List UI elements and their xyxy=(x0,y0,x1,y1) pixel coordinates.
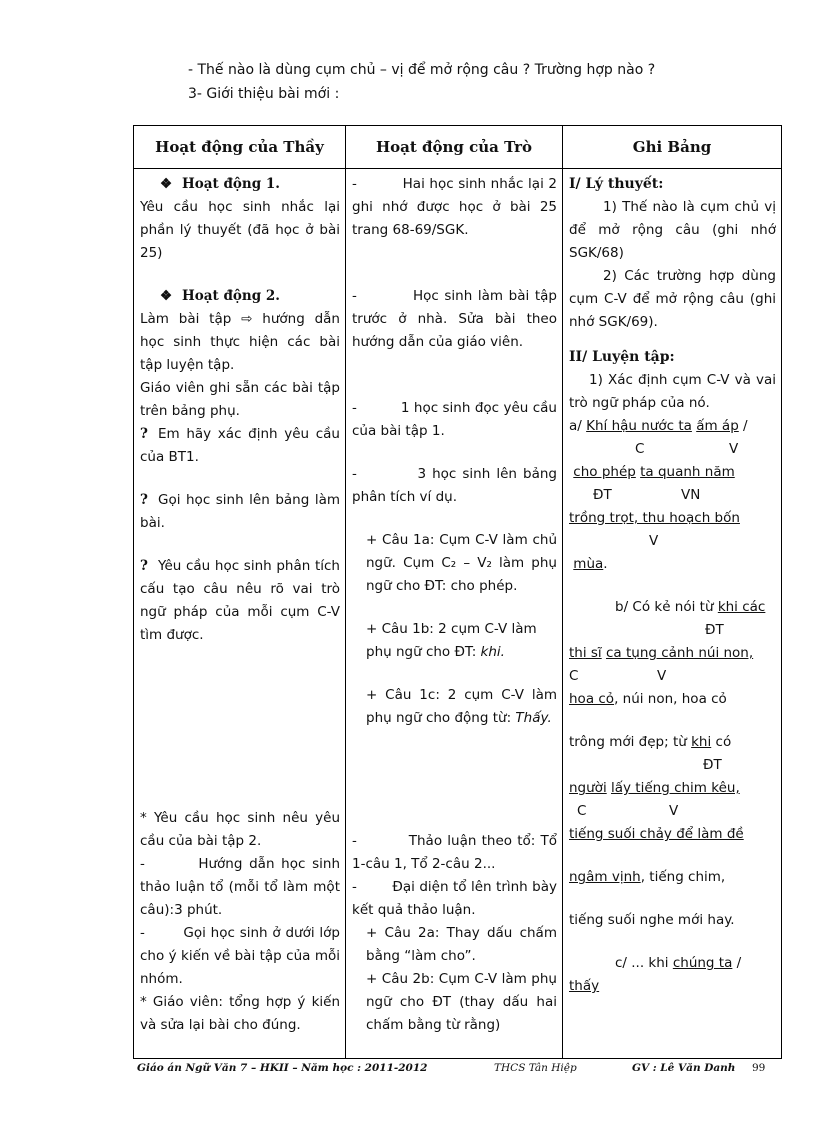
question-mark-icon: ? xyxy=(140,558,148,574)
sentence-a-labels-2: ĐT VN xyxy=(593,487,701,503)
sentence-a-line3: trồng trọt, thu hoạch bốn xyxy=(569,510,740,526)
footer-lesson-plan: Giáo án Ngữ Văn 7 – HKII – Năm học : 2011-2012 xyxy=(137,1062,428,1074)
sentence-a-line2: cho phép ta quanh năm xyxy=(573,464,735,480)
theory-item-1: 1) Thế nào là cụm chủ vị để mở rộng câu (ghi nhớ SGK/68) xyxy=(569,199,776,261)
activity-2-text: Làm bài tập ⇨ hướng dẫn học sinh thực hiện các bài tập luyện tập. xyxy=(140,311,340,373)
guide-discussion: - Hướng dẫn học sinh thảo luận tổ (mỗi tổ làm một câu):3 phút. xyxy=(140,856,340,918)
sentence-b-labels-2: C V xyxy=(569,668,667,684)
intro-question: - Thế nào là dùng cụm chủ – vị để mở rộng câu ? Trường hợp nào ? xyxy=(188,62,656,78)
header-teacher: Hoạt động của Thầy xyxy=(134,126,346,169)
teacher-column xyxy=(134,169,346,1059)
theory-item-2: 2) Các trường hợp dùng cụm C-V để mở rộng câu (ghi nhớ SGK/69). xyxy=(569,268,776,330)
header-board: Ghi Bảng xyxy=(563,126,782,169)
sentence-b-line8: tiếng suối nghe mới hay. xyxy=(569,912,735,928)
sentence-a-labels-1: C V xyxy=(635,441,739,457)
answer-1a: + Câu 1a: Cụm C-V làm chủ ngữ. Cụm C₂ – V₂ làm phụ ngữ cho ĐT: cho phép. xyxy=(366,532,557,594)
teacher-summary: * Giáo viên: tổng hợp ý kiến và sửa lại bài cho đúng. xyxy=(140,994,340,1033)
sentence-b-labels-3: ĐT xyxy=(703,757,722,773)
answer-2b: + Câu 2b: Cụm C-V làm phụ ngữ cho ĐT (thay dấu hai chấm bằng từ rằng) xyxy=(366,971,557,1033)
diamond-star-icon: ❖ xyxy=(160,176,173,192)
footer-page-number: 99 xyxy=(752,1062,766,1074)
sentence-b-labels-4: C V xyxy=(577,803,679,819)
footer-school: THCS Tân Hiệp xyxy=(494,1062,577,1074)
question-2: ? Gọi học sinh lên bảng làm bài. xyxy=(140,489,340,535)
exercise-2-request: * Yêu cầu học sinh nêu yêu cầu của bài tập 2. xyxy=(140,810,340,849)
board-prep-text: Giáo viên ghi sẵn các bài tập trên bảng phụ. xyxy=(140,380,340,419)
board-column xyxy=(563,169,782,1059)
sentence-b-line3: hoa cỏ, núi non, hoa cỏ xyxy=(569,691,727,707)
activity-1-text: Yêu cầu học sinh nhắc lại phần lý thuyết (đã học ở bài 25) xyxy=(140,199,340,261)
footer-teacher: GV : Lê Văn Danh xyxy=(632,1062,736,1074)
question-1: ? Em hãy xác định yêu cầu của BT1. xyxy=(140,423,340,469)
sentence-c-line2: thấy xyxy=(569,978,600,994)
intro-new-lesson: 3- Giới thiệu bài mới : xyxy=(188,86,340,102)
student-step-1: - Hai học sinh nhắc lại 2 ghi nhớ được học ở bài 25 trang 68-69/SGK. xyxy=(352,176,557,238)
sentence-b-line5: người lấy tiếng chim kêu, xyxy=(569,780,740,796)
question-3: ? Yêu cầu học sinh phân tích cấu tạo câu nêu rõ vai trò ngữ pháp của mỗi cụm C-V tìm được. xyxy=(140,555,340,647)
sentence-c-line1: c/ ... khi chúng ta / xyxy=(615,955,742,971)
activity-2-heading: ❖ Hoạt động 2. xyxy=(140,285,340,308)
sentence-b-line6: tiếng suối chảy để làm đề xyxy=(569,826,744,842)
diamond-star-icon: ❖ xyxy=(160,288,173,304)
student-discussion: - Thảo luận theo tổ: Tổ 1-câu 1, Tổ 2-câu 2... xyxy=(352,833,557,872)
student-step-3: - 1 học sinh đọc yêu cầu của bài tập 1. xyxy=(352,400,557,439)
question-mark-icon: ? xyxy=(140,492,148,508)
answer-1b: + Câu 1b: 2 cụm C-V làm phụ ngữ cho ĐT: khi. xyxy=(366,621,537,660)
sentence-b-labels-1: ĐT xyxy=(705,622,724,638)
activity-1-heading: ❖ Hoạt động 1. xyxy=(140,173,340,196)
table-body-row xyxy=(134,169,782,1059)
student-step-2: - Học sinh làm bài tập trước ở nhà. Sửa bài theo hướng dẫn của giáo viên. xyxy=(352,288,557,350)
sentence-b-line2: thi sĩ ca tụng cảnh núi non, xyxy=(569,645,754,661)
student-step-4: - 3 học sinh lên bảng phân tích ví dụ. xyxy=(352,466,557,505)
student-column xyxy=(346,169,563,1059)
sentence-b-line7: ngâm vịnh, tiếng chim, xyxy=(569,869,726,885)
table-header-row xyxy=(134,126,782,169)
question-mark-icon: ? xyxy=(140,426,148,442)
practice-heading: II/ Luyện tập: xyxy=(569,349,675,365)
answer-2a: + Câu 2a: Thay dấu chấm bằng “làm cho”. xyxy=(366,925,557,964)
student-present: - Đại diện tổ lên trình bày kết quả thảo luận. xyxy=(352,879,558,918)
sentence-a-line1: a/ Khí hậu nước ta ấm áp / xyxy=(569,418,748,434)
sentence-b-line1: b/ Có kẻ nói từ khi các xyxy=(615,599,766,615)
theory-heading: I/ Lý thuyết: xyxy=(569,176,664,192)
sentence-a-labels-3: V xyxy=(649,533,659,549)
answer-1c: + Câu 1c: 2 cụm C-V làm phụ ngữ cho động từ: Thấy. xyxy=(366,687,557,726)
sentence-b-line4: trông mới đẹp; từ khi có xyxy=(569,734,732,750)
call-students: - Gọi học sinh ở dưới lớp cho ý kiến về bài tập của mỗi nhóm. xyxy=(140,925,340,987)
header-student: Hoạt động của Trò xyxy=(346,126,563,169)
lesson-table xyxy=(133,125,782,1059)
practice-item-1: 1) Xác định cụm C-V và vai trò ngữ pháp của nó. xyxy=(569,372,776,411)
sentence-a-line4: mùa. xyxy=(573,556,608,572)
